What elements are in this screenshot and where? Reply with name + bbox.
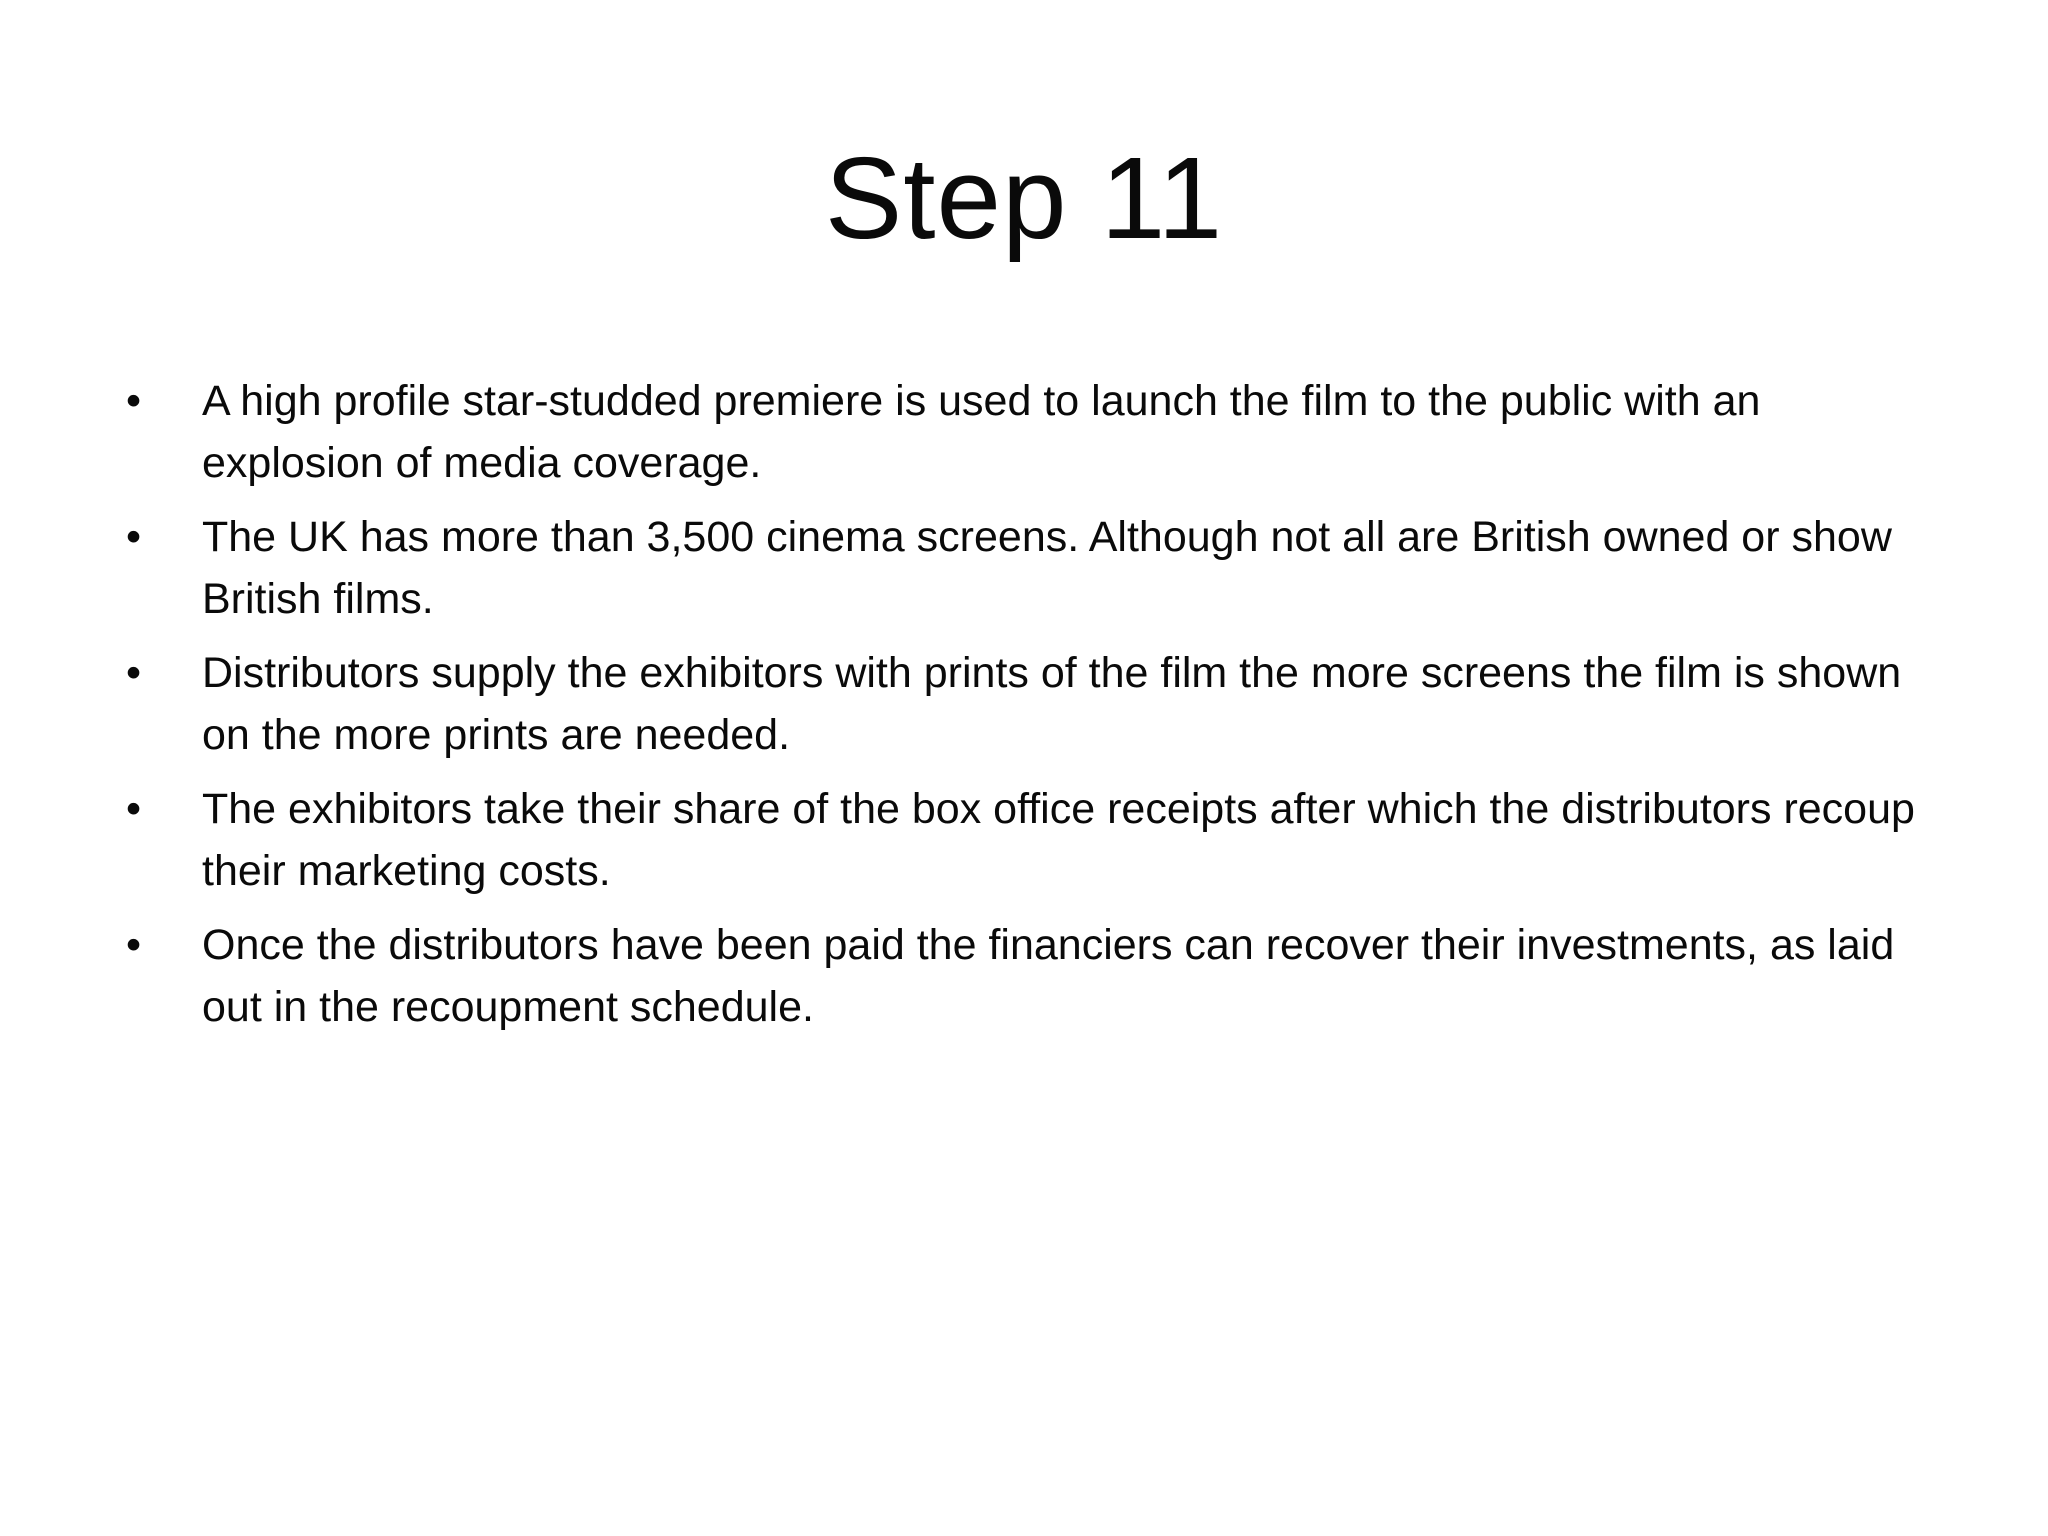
bullet-text: The exhibitors take their share of the box office receipts after which the distributors recoup their marketing costs. — [202, 785, 1915, 895]
bullet-point-icon: • — [126, 921, 142, 969]
slide-title: Step 11 — [824, 133, 1224, 263]
bullet-text: A high profile star-studded premiere is used to launch the film to the public with an explosion of media coverage. — [202, 377, 1761, 487]
bullet-point-icon: • — [126, 649, 142, 697]
bullet-item-cinema-screens — [118, 506, 1948, 630]
bullet-item-box-office — [118, 778, 1948, 902]
bullet-text: Distributors supply the exhibitors with prints of the film the more screens the film is shown on the more prints are needed. — [202, 649, 1902, 759]
bullet-list — [118, 370, 1948, 1050]
bullet-point-icon: • — [126, 785, 142, 833]
bullet-item-recoupment — [118, 914, 1948, 1038]
bullet-item-premiere — [118, 370, 1948, 494]
bullet-item-distributors-prints — [118, 642, 1948, 766]
bullet-text: Once the distributors have been paid the financiers can recover their investments, as laid out in the recoupment schedule. — [202, 921, 1895, 1031]
bullet-point-icon: • — [126, 377, 142, 425]
bullet-point-icon: • — [126, 513, 142, 561]
bullet-text: The UK has more than 3,500 cinema screens. Although not all are British owned or show British films. — [202, 513, 1892, 623]
